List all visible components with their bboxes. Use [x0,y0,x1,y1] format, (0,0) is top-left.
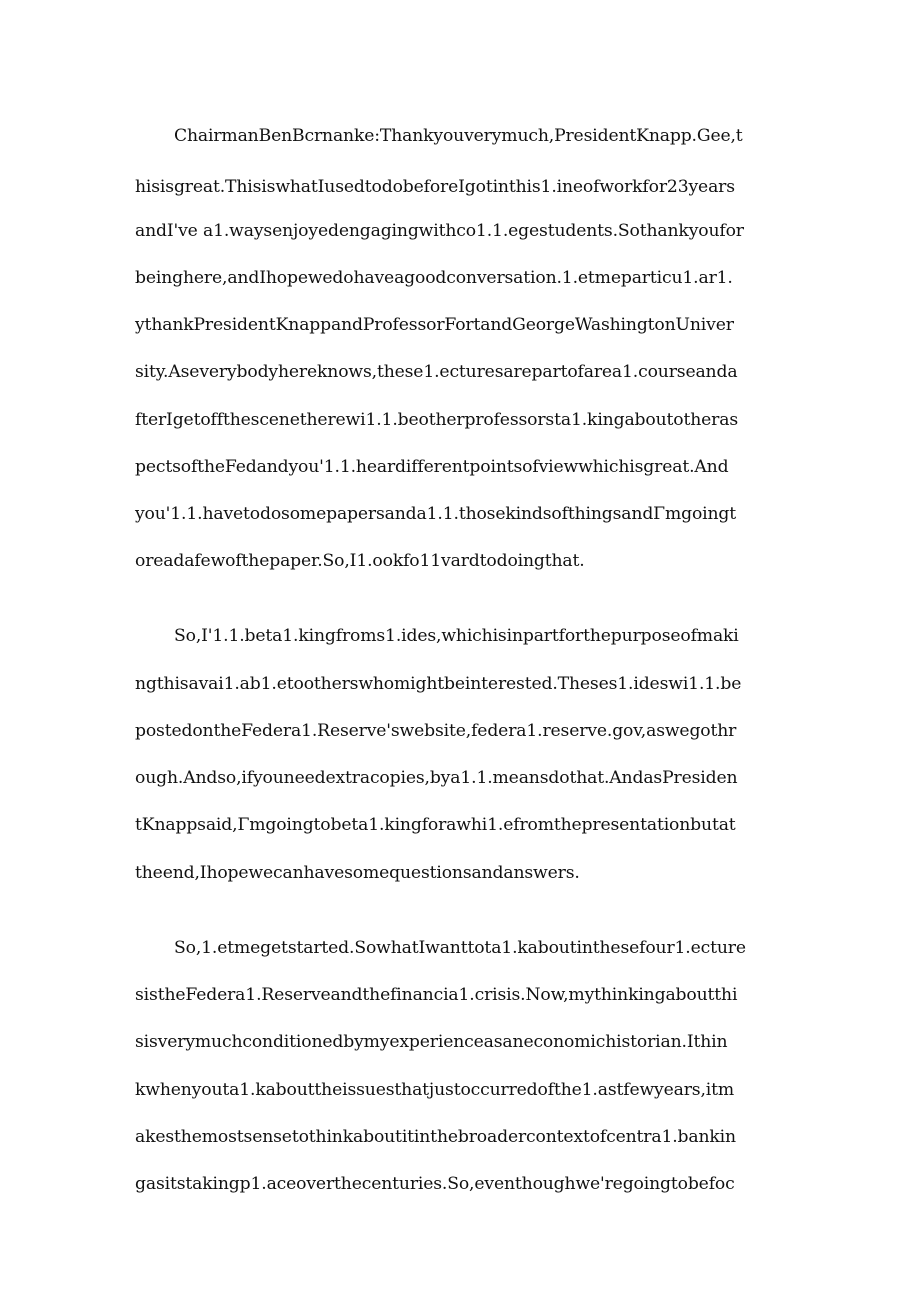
text-line: beinghere,andIhopewedohaveagoodconversation.1.etmeparticu1.ar1. [135,268,733,288]
text-line: sisverymuchconditionedbymyexperienceasaneconomichistorian.Ithin [135,1032,728,1052]
text-line: sity.Aseverybodyhereknows,these1.ecturesarepartofarea1.courseanda [135,362,738,382]
text-line: fterIgetoffthescenetherewi1.1.beotherprofessorsta1.kingaboutotheras [135,410,738,430]
text-line: ngthisavai1.ab1.etootherswhomightbeinterested.Theses1.ideswi1.1.be [135,674,742,694]
text-line: you'1.1.havetodosomepapersanda1.1.thosekindsofthingsandΓmgoingt [135,504,737,524]
text-line: So,I'1.1.beta1.kingfroms1.ides,whichisinpartforthepurposeofmaki [174,626,739,646]
text-line: pectsoftheFedandyou'1.1.heardifferentpointsofviewwhichisgreat.And [135,457,729,477]
text-line: ChairmanBenBcrnanke:Thankyouverymuch,PresidentKnapp.Gee,t [174,126,743,146]
text-line: andI've a1.waysenjoyedengagingwithco1.1.egestudents.Sothankyoufor [135,221,744,241]
text-line: tKnappsaid,Γmgoingtobeta1.kingforawhi1.efromthepresentationbutat [135,815,736,835]
text-line: kwhenyouta1.kabouttheissuesthatjustoccurredofthe1.astfewyears,itm [135,1080,735,1100]
text-line: gasitstakingp1.aceoverthecenturies.So,eventhoughwe'regoingtobefoc [135,1174,735,1194]
text-line: hisisgreat.ThisiswhatIusedtodobeforeIgotinthis1.ineofworkfor23years [135,177,735,197]
text-line: theend,Ihopewecanhavesomequestionsandanswers. [135,863,580,883]
text-line: akesthemostsensetothinkaboutitinthebroadercontextofcentra1.bankin [135,1127,736,1147]
text-line: oreadafewofthepaper.So,I1.ookfo11vardtodoingthat. [135,551,585,571]
text-line: ough.Andso,ifyouneedextracopies,bya1.1.meansdothat.AndasPresiden [135,768,738,788]
text-line: postedontheFedera1.Reserve'swebsite,federa1.reserve.gov,aswegothr [135,721,737,741]
text-line: sistheFedera1.Reserveandthefinancia1.crisis.Now,mythinkingaboutthi [135,985,738,1005]
text-line: ythankPresidentKnappandProfessorFortandGeorgeWashingtonUniver [135,315,734,335]
text-line: So,1.etmegetstarted.SowhatIwanttota1.kaboutinthesefour1.ecture [174,938,746,958]
